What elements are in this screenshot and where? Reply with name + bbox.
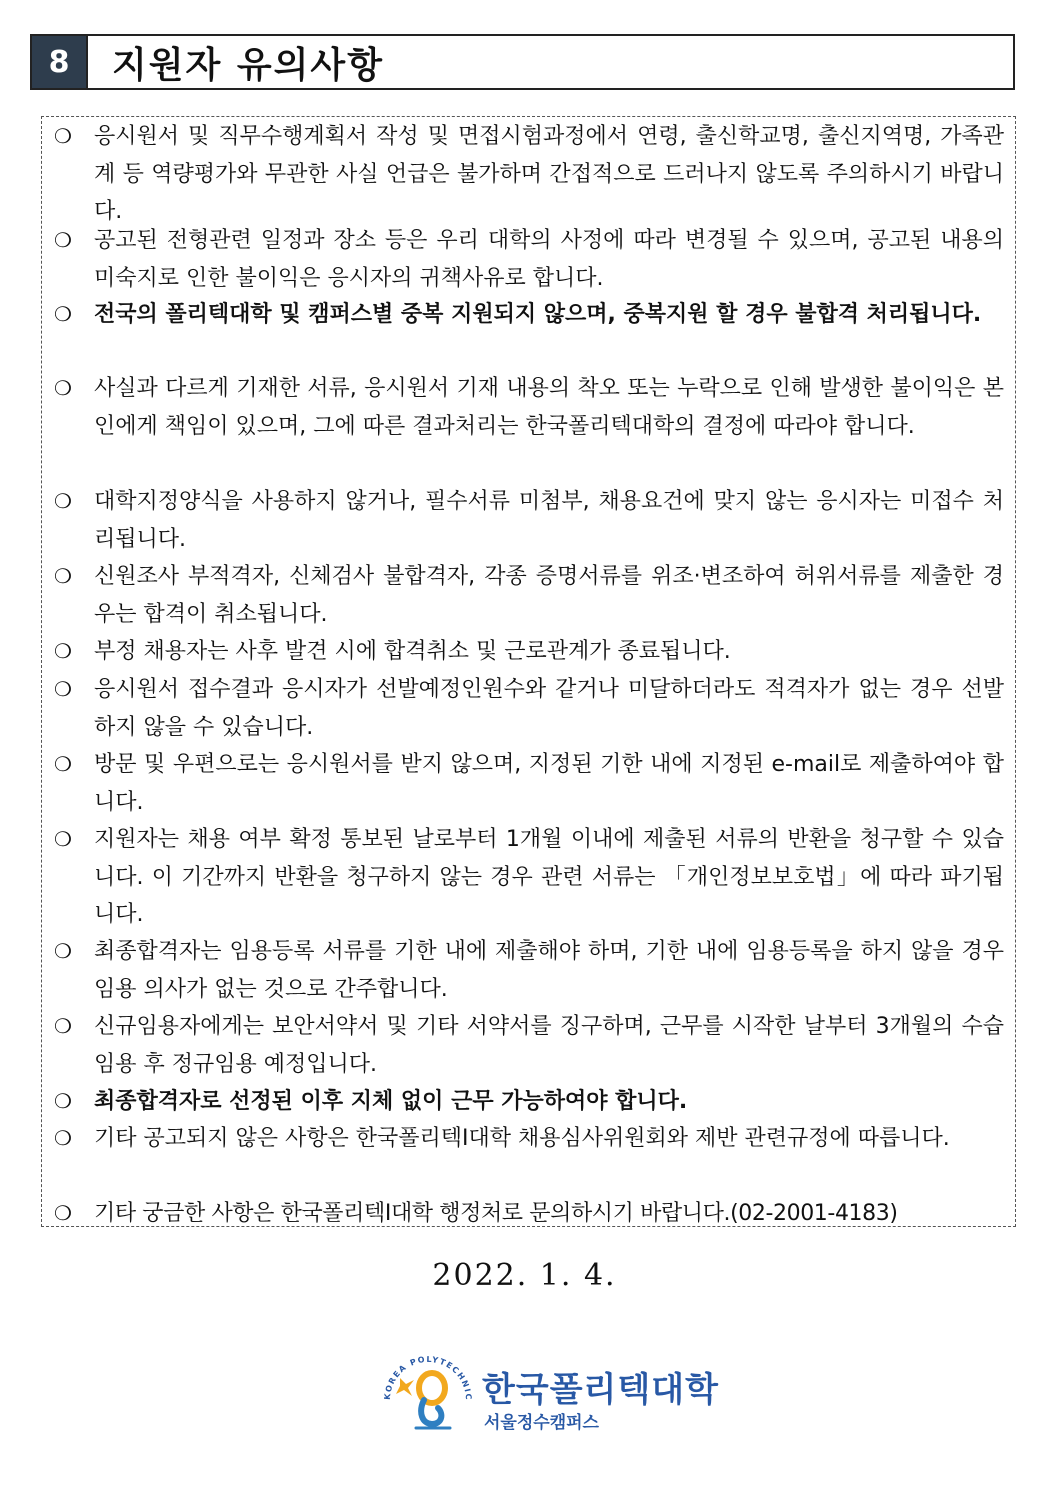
logo-university-name: 한국폴리텍대학 [482,1370,719,1410]
notice-item [52,370,1004,445]
notice-item-text: 최종합격자로 선정된 이후 지체 없이 근무 가능하여야 합니다. [94,1089,688,1114]
circle-bullet-icon: ❍ [54,564,72,588]
notice-item-text: 기타 공고되지 않은 사항은 한국폴리텍I대학 채용심사위원회와 제반 관련규정에 따릅니다. [94,1126,950,1151]
notice-item [52,296,1004,334]
polytechnics-emblem-icon [372,1340,482,1440]
notice-item-text: 대학지정양식을 사용하지 않거나, 필수서류 미첨부, 채용요건에 맞지 않는 응시자는 미접수 처리됩니다. [94,489,1004,552]
document-date: 2022. 1. 4. [432,1258,617,1293]
notice-item [52,1195,1004,1233]
notice-item-text: 응시원서 접수결과 응시자가 선발예정인원수와 같거나 미달하더라도 적격자가 없는 경우 선발하지 않을 수 있습니다. [94,677,1004,740]
circle-bullet-icon: ❍ [54,1089,72,1113]
notice-item [52,633,1004,671]
notice-item-text: 응시원서 및 직무수행계획서 작성 및 면접시험과정에서 연령, 출신학교명, 출신지역명, 가족관계 등 역량평가와 무관한 사실 언급은 불가하며 간접적으로 드러나지 않도록 주의하시기 바랍니다. [94,124,1004,224]
notice-item [52,222,1004,297]
circle-bullet-icon: ❍ [54,302,72,326]
notice-item [52,483,1004,558]
notice-item [52,1008,1004,1083]
notice-item-text: 부정 채용자는 사후 발견 시에 합격취소 및 근로관계가 종료됩니다. [94,639,731,664]
section-title: 지원자 유의사항 [88,36,1013,88]
circle-bullet-icon: ❍ [54,752,72,776]
notice-item-text: 최종합격자는 임용등록 서류를 기한 내에 제출해야 하며, 기한 내에 임용등록을 하지 않을 경우 임용 의사가 없는 것으로 간주합니다. [94,939,1004,1002]
notice-item-text: 지원자는 채용 여부 확정 통보된 날로부터 1개월 이내에 제출된 서류의 반환을 청구할 수 있습니다. 이 기간까지 반환을 청구하지 않는 경우 관련 서류는 「개인정보보호법」에 따라 파기됩니다. [94,827,1004,927]
notice-item [52,118,1004,231]
logo-campus-name: 서울정수캠퍼스 [484,1413,599,1433]
section-header [30,34,1015,90]
circle-bullet-icon: ❍ [54,376,72,400]
notice-item [52,1083,1004,1121]
notice-item [52,1120,1004,1158]
circle-bullet-icon: ❍ [54,639,72,663]
notice-item [52,558,1004,633]
circle-bullet-icon: ❍ [54,228,72,252]
circle-bullet-icon: ❍ [54,939,72,963]
section-number: 8 [32,36,88,88]
notice-item-text: 방문 및 우편으로는 응시원서를 받지 않으며, 지정된 기한 내에 지정된 e-mail로 제출하여야 합니다. [94,752,1004,815]
notice-item-text: 공고된 전형관련 일정과 장소 등은 우리 대학의 사정에 따라 변경될 수 있으며, 공고된 내용의 미숙지로 인한 불이익은 응시자의 귀책사유로 합니다. [94,228,1004,291]
circle-bullet-icon: ❍ [54,124,72,148]
circle-bullet-icon: ❍ [54,677,72,701]
notice-item [52,746,1004,821]
notice-item [52,821,1004,934]
notice-item-text: 사실과 다르게 기재한 서류, 응시원서 기재 내용의 착오 또는 누락으로 인해 발생한 불이익은 본인에게 책임이 있으며, 그에 따른 결과처리는 한국폴리텍대학의 결정에 따라야 합니다. [94,376,1004,439]
circle-bullet-icon: ❍ [54,489,72,513]
notice-item-text: 전국의 폴리텍대학 및 캠퍼스별 중복 지원되지 않으며, 중복지원 할 경우 불합격 처리됩니다. [94,302,982,327]
emblem-ring-text: KOREA POLYTECHNIC [382,1354,474,1402]
notice-item [52,933,1004,1008]
notice-item-text: 신원조사 부적격자, 신체검사 불합격자, 각종 증명서류를 위조·변조하여 허위서류를 제출한 경우는 합격이 취소됩니다. [94,564,1004,627]
circle-bullet-icon: ❍ [54,1014,72,1038]
notice-item [52,671,1004,746]
circle-bullet-icon: ❍ [54,827,72,851]
notice-item-text: 신규임용자에게는 보안서약서 및 기타 서약서를 징구하며, 근무를 시작한 날부터 3개월의 수습임용 후 정규임용 예정입니다. [94,1014,1004,1077]
notice-item-text: 기타 궁금한 사항은 한국폴리텍I대학 행정처로 문의하시기 바랍니다.(02-2001-4183) [94,1201,898,1226]
university-logo [372,1340,719,1440]
circle-bullet-icon: ❍ [54,1201,72,1225]
circle-bullet-icon: ❍ [54,1126,72,1150]
